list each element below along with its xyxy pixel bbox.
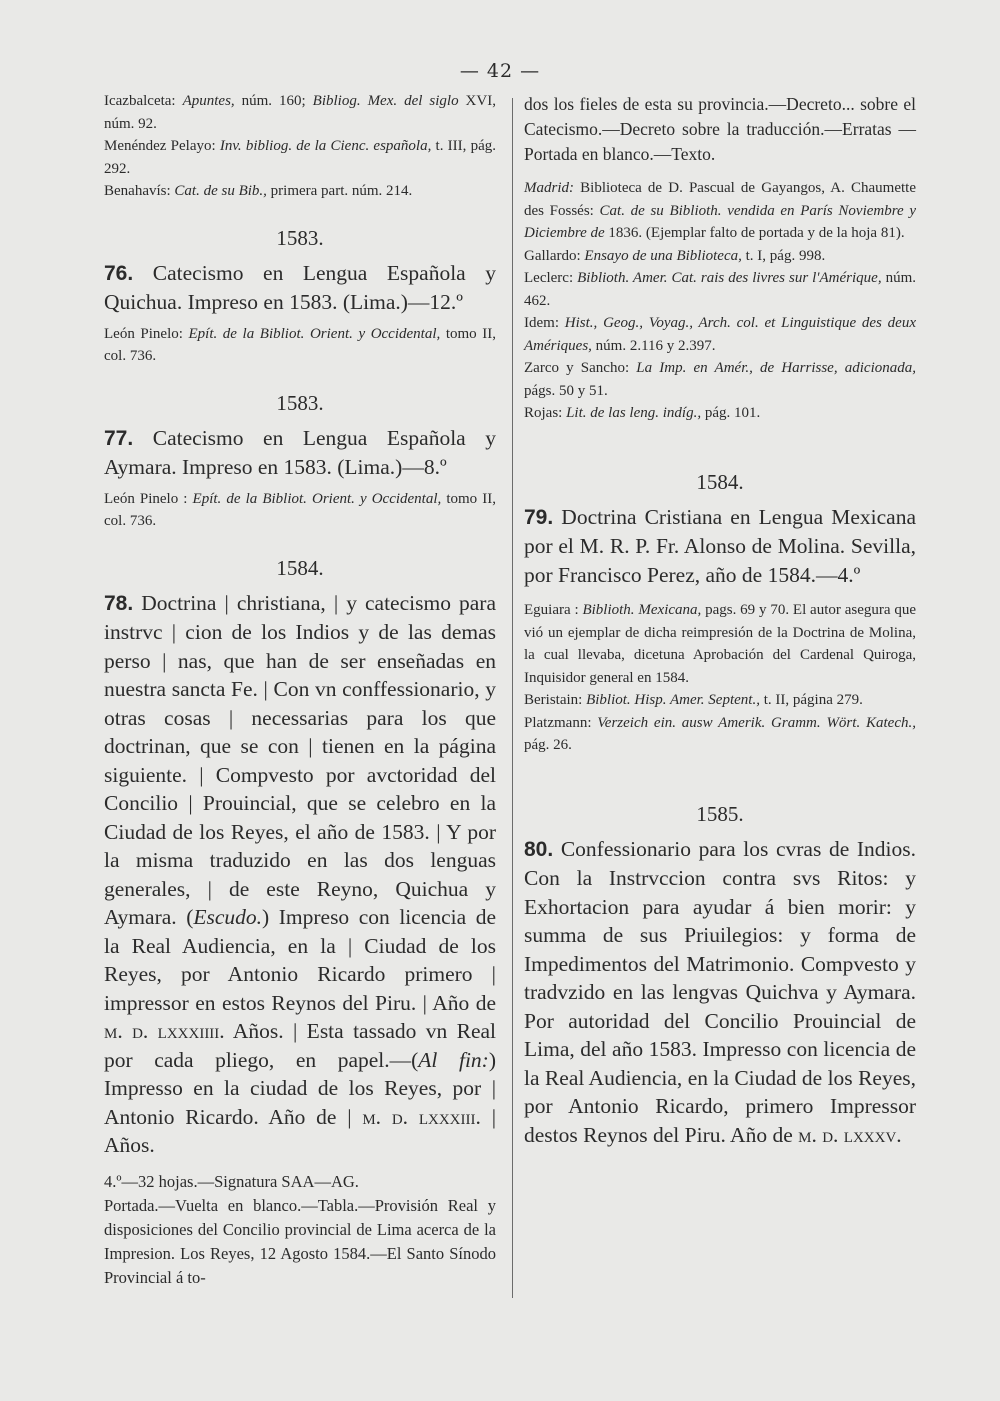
- left-column: [104, 90, 496, 1290]
- description-line: 4.º—32 hojas.—Signatura SAA—AG.: [104, 1171, 359, 1191]
- column-divider: [512, 98, 513, 1298]
- description-continuation: dos los fieles de esta su provincia.—Decreto... sobre el Catecismo.—Decreto sobre la traducción.—Erratas —Portada en blanco.—Texto.: [524, 94, 916, 164]
- reference-line: Platzmann: Verzeich ein. ausw Amerik. Gramm. Wört. Katech., pág. 26.: [524, 714, 916, 753]
- entry-number: 79.: [524, 505, 554, 529]
- reference-line: Beristain: Bibliot. Hisp. Amer. Septent., t. II, página 279.: [524, 692, 863, 708]
- entry-number: 77.: [104, 426, 134, 450]
- entry-76: 76. Catecismo en Lengua Española y Quichua. Impreso en 1583. (Lima.)—12.º: [104, 260, 496, 314]
- year-heading: 1585.: [696, 801, 744, 826]
- reference-line: León Pinelo : Epít. de la Bibliot. Orient. y Occidental, tomo II, col. 736.: [104, 490, 496, 529]
- reference-line: Eguiara : Biblioth. Mexicana, pags. 69 y 70. El autor asegura que vió un ejemplar de dicha reimpresión de la Doctrina de Molina, la cual llevaba, dicetuna Aprobación del Cardenal Quiroga, Inquisidor general en 1584.: [524, 602, 916, 686]
- reference-line: Rojas: Lit. de las leng. indíg., pág. 101.: [524, 405, 761, 421]
- reference-line: Idem: Hist., Geog., Voyag., Arch. col. et Linguistique des deux Amériques, núm. 2.116 y 2.397.: [524, 315, 916, 354]
- entry-79: 79. Doctrina Cristiana en Lengua Mexicana por el M. R. P. Fr. Alonso de Molina. Sevilla, por Francisco Perez, año de 1584.—4.º: [524, 504, 916, 587]
- entry-number: 80.: [524, 837, 554, 861]
- entry-number: 76.: [104, 261, 134, 285]
- entry-80: 80. Confessionario para los cvras de Indios. Con la Instrvccion contra svs Ritos: y Exhortacion para ayudar á bien morir: y summa de sus Priuilegios: y forma de Impedimentos del Matrimonio. Compvesto y tradvzido en las lengvas Quichva y Aymara. Por autoridad del Concilio Prouincial de Lima, del año 1583. Impresso con licencia de la Real Audiencia, en la Ciudad de los Reyes, por Antonio Ricardo, primero Impressor destos Reynos del Piru. Año de m. d. lxxxv.: [524, 836, 916, 1147]
- year-heading: 1584.: [696, 469, 744, 494]
- page-number: — 42 —: [459, 60, 541, 82]
- year-heading: 1583.: [276, 390, 324, 415]
- reference-line: León Pinelo: Epít. de la Bibliot. Orient. y Occidental, tomo II, col. 736.: [104, 325, 496, 364]
- reference-line: Icazbalceta: Apuntes, núm. 160; Bibliog. Mex. del siglo XVI, núm. 92.: [104, 93, 496, 132]
- entry-77: 77. Catecismo en Lengua Española y Aymara. Impreso en 1583. (Lima.)—8.º: [104, 425, 496, 479]
- reference-line: Benahavís: Cat. de su Bib., primera part. núm. 214.: [104, 183, 413, 199]
- entry-number: 78.: [104, 591, 134, 615]
- right-column: [524, 90, 916, 1149]
- year-heading: 1584.: [276, 555, 324, 580]
- reference-line: Menéndez Pelayo: Inv. bibliog. de la Cienc. española, t. III, pág. 292.: [104, 138, 497, 177]
- reference-line: Zarco y Sancho: La Imp. en Amér., de Harrisse, adicionada, págs. 50 y 51.: [524, 360, 916, 399]
- description-paragraph: Portada.—Vuelta en blanco.—Tabla.—Provisión Real y disposiciones del Concilio provincial de Lima acerca de la Impresion. Los Reyes, 12 Agosto 1584.—El Santo Sínodo Provincial á to-: [104, 1195, 496, 1287]
- entry-78: 78. Doctrina | christiana, | y catecismo para instrvc | cion de los Indios y de las demas perso | nas, que han de ser enseñadas en nuestra sancta Fe. | Con vn conffessionario, y otras cosas | necessarias para los que doctrinan, que se con | tienen en la página siguiente. | Compvesto por avctoridad del Concilio | Prouincial, que se celebro en la Ciudad de los Reyes, el año de 1583. | Y por la misma traduzido en las dos lenguas generales, | de este Reyno, Quichua y Aymara. (Escudo.) Impreso con licencia de la Real Audiencia, en la | Ciudad de los Reyes, por Antonio Ricardo primero | impressor en estos Reynos del Piru. | Año de m. d. lxxxiiii. Años. | Esta tassado vn Real por cada pliego, en papel.—(Al fin:) Impresso en la ciudad de los Reyes, por | Antonio Ricardo. Año de | m. d. lxxxiii. | Años.: [104, 590, 496, 1157]
- reference-line: Madrid: Biblioteca de D. Pascual de Gayangos, A. Chaumette des Fossés: Cat. de su Biblioth. vendida en París Noviembre y Diciembre de 1836. (Ejemplar falto de portada y de la hoja 81).: [524, 180, 916, 241]
- reference-line: Leclerc: Biblioth. Amer. Cat. rais des livres sur l'Amérique, núm. 462.: [524, 270, 917, 309]
- year-heading: 1583.: [276, 225, 324, 250]
- reference-line: Gallardo: Ensayo de una Biblioteca, t. I, pág. 998.: [524, 247, 826, 264]
